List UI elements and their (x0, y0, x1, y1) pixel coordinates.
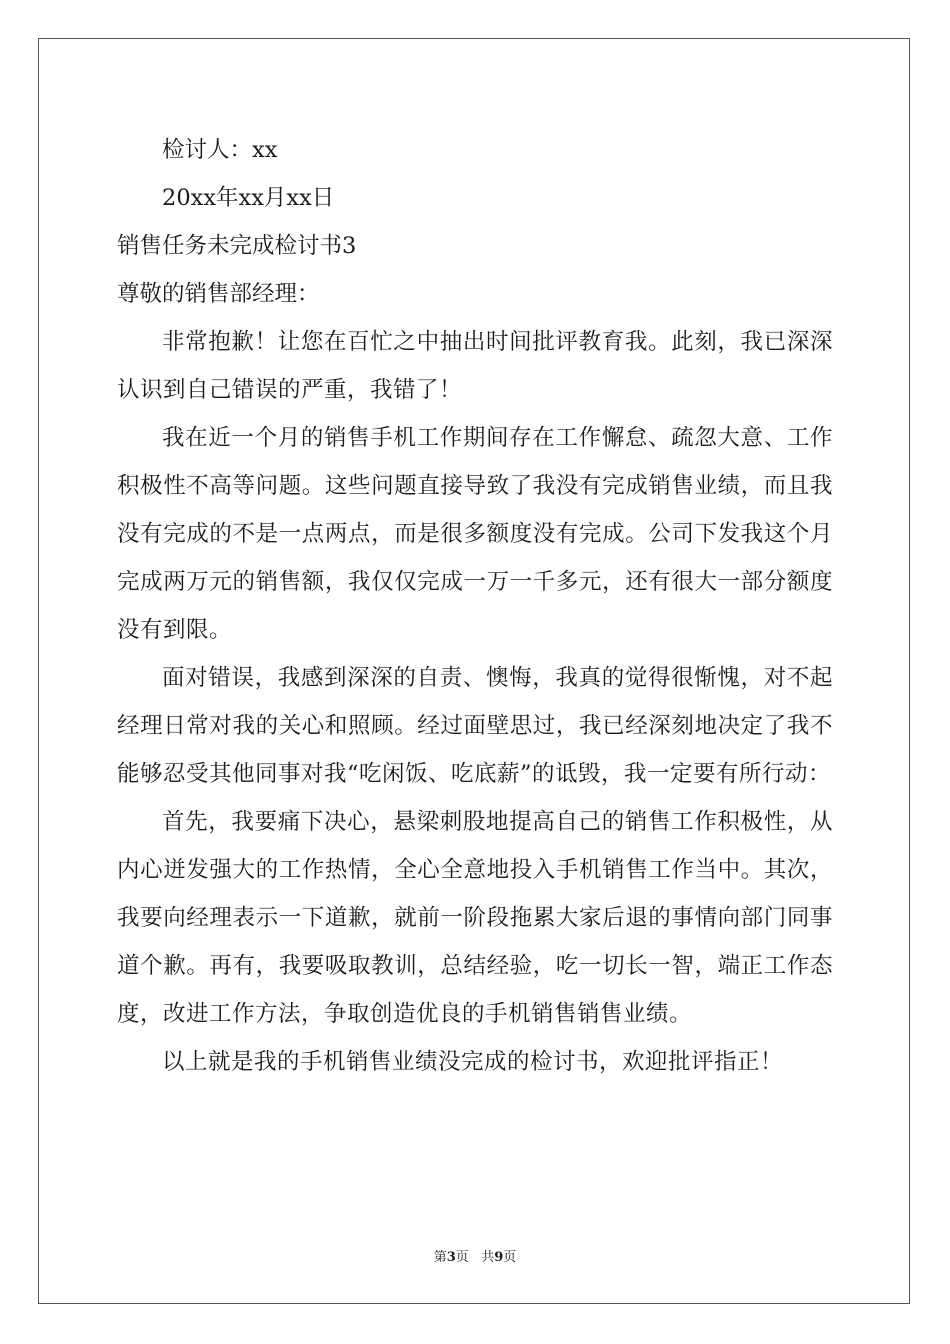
total-pages: 9 (494, 1250, 504, 1265)
footer-middle: 页 共 (455, 1250, 495, 1265)
paragraph-reflection: 面对错误，我感到深深的自责、懊悔，我真的觉得很惭愧，对不起经理日常对我的关心和照顾。经过面壁思过，我已经深刻地决定了我不能够忍受其他同事对我“吃闲饭、吃底薪”的诋毁，我一定要有所行动： (117, 665, 833, 787)
paragraph-apology: 非常抱歉！让您在百忙之中抽出时间批评教育我。此刻，我已深深认识到自己错误的严重，我错了！ (117, 329, 833, 403)
section-title: 销售任务未完成检讨书3 (117, 233, 357, 259)
paragraph-closing: 以上就是我的手机销售业绩没完成的检讨书，欢迎批评指正！ (162, 1049, 784, 1075)
page-footer (0, 1246, 950, 1265)
footer-suffix: 页 (503, 1250, 517, 1265)
salutation: 尊敬的销售部经理： (117, 281, 320, 307)
paragraph-actions: 首先，我要痛下决心，悬梁刺股地提高自己的销售工作积极性，从内心迸发强大的工作热情，全心全意地投入手机销售工作当中。其次，我要向经理表示一下道歉，就前一阶段拖累大家后退的事情向部门同事道个歉。再有，我要吸取教训，总结经验，吃一切长一智，端正工作态度，改进工作方法，争取创造优良的手机销售销售业绩。 (117, 809, 833, 1027)
reviewer-line: 检讨人：xx (162, 137, 278, 163)
page-number: 3 (446, 1250, 456, 1265)
paragraph-problems: 我在近一个月的销售手机工作期间存在工作懈怠、疏忽大意、工作积极性不高等问题。这些问题直接导致了我没有完成销售业绩，而且我没有完成的不是一点两点，而是很多额度没有完成。公司下发我这个月完成两万元的销售额，我仅仅完成一万一千多元，还有很大一部分额度没有到限。 (117, 425, 833, 643)
date-line: 20xx年xx月xx日 (162, 185, 335, 211)
footer-prefix: 第 (433, 1250, 447, 1265)
document-body (117, 126, 833, 1086)
